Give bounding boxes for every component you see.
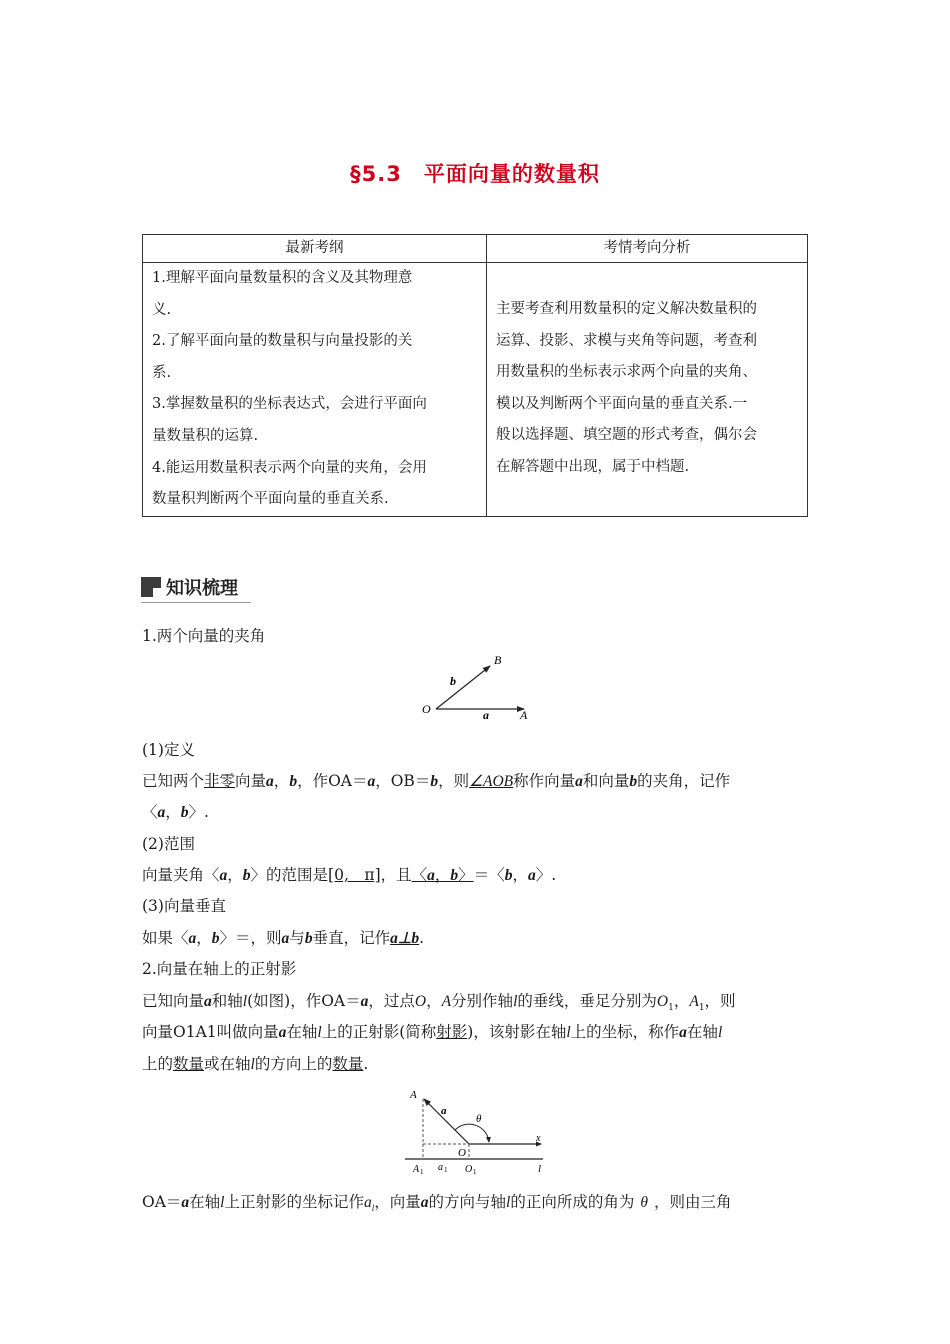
projection-line-2 xyxy=(142,1020,722,1042)
syllabus-line: 2.了解平面向量的数量积与向量投影的关 xyxy=(152,333,413,350)
text: . xyxy=(363,1055,369,1073)
text: OA＝ xyxy=(142,1193,182,1211)
blank-answer: 数量 xyxy=(173,1055,205,1073)
text: ， xyxy=(673,992,690,1010)
text: ， xyxy=(512,866,528,884)
var-a: a xyxy=(364,1194,372,1211)
text: (如图)，作OA＝ xyxy=(247,992,361,1010)
text: 〈 xyxy=(411,866,428,884)
text: 上的 xyxy=(142,1055,174,1073)
text: ， xyxy=(196,929,212,947)
point-o1-label: O xyxy=(465,1164,473,1175)
text: 的夹角，记作 xyxy=(637,772,731,790)
projection-line-1 xyxy=(142,989,736,1013)
section-title: 知识梳理 xyxy=(166,578,238,599)
var-l: l xyxy=(513,993,518,1010)
var-a: a xyxy=(575,773,583,790)
text: 〉 xyxy=(458,866,474,884)
blank-answer: ∠AOB xyxy=(469,773,514,790)
text: ， xyxy=(273,772,290,790)
range-line xyxy=(142,863,556,885)
analysis-line: 用数量积的坐标表示求两个向量的夹角、 xyxy=(496,364,757,381)
text: 如果〈 xyxy=(142,929,189,947)
var-a: a xyxy=(679,1024,687,1041)
perpendicular-heading: (3)向量垂直 xyxy=(142,897,226,915)
var-o: O xyxy=(414,993,427,1010)
vector-a-label: a xyxy=(441,1105,447,1117)
text: 的方向与轴 xyxy=(428,1193,507,1211)
var-l: l xyxy=(242,993,248,1010)
syllabus-cell xyxy=(143,263,487,517)
var-a: a xyxy=(181,1194,190,1211)
definition-line-1 xyxy=(142,769,730,791)
text: ，且 xyxy=(380,866,412,884)
range-heading: (2)范围 xyxy=(142,835,195,853)
text: 垂直，记作 xyxy=(312,929,391,947)
var-a: a xyxy=(527,867,536,884)
definition-heading: (1)定义 xyxy=(142,741,195,759)
subscript: l xyxy=(371,1203,375,1214)
axis-l-label: l xyxy=(538,1163,542,1175)
x-axis-label: x xyxy=(536,1133,541,1144)
perpendicular-line xyxy=(142,926,424,948)
text: 〉. xyxy=(535,866,557,884)
var-b: b xyxy=(242,867,251,884)
text: 的垂线，垂足分别为 xyxy=(517,992,657,1010)
page-title: §5.3 平面向量的数量积 xyxy=(350,162,600,186)
blank-answer: [0, π] xyxy=(328,866,381,884)
var-b: b xyxy=(211,930,220,947)
syllabus-line: 1.理解平面向量数量积的含义及其物理意 xyxy=(152,270,413,286)
text: 〉的范围是 xyxy=(250,866,329,884)
syllabus-line: 数量积判断两个平面向量的垂直关系. xyxy=(152,491,389,508)
a1-label: a xyxy=(438,1162,443,1173)
var-l: l xyxy=(566,1024,571,1041)
blank-answer: 非零 xyxy=(204,772,236,790)
text: 上正射影的坐标记作 xyxy=(224,1193,364,1211)
text: ＝〈 xyxy=(473,866,505,884)
syllabus-table xyxy=(142,234,808,517)
table-header-analysis: 考情考向分析 xyxy=(487,235,808,263)
var-b: b xyxy=(430,773,439,790)
var-b: b xyxy=(180,804,189,821)
text: ， xyxy=(165,803,181,821)
var-a: a xyxy=(157,804,166,821)
angle-figure xyxy=(418,650,534,724)
point-o-label: O xyxy=(422,702,431,716)
var-a-point: A xyxy=(441,993,452,1010)
text: 与 xyxy=(289,929,305,947)
point-o-label: O xyxy=(458,1147,466,1159)
analysis-cell xyxy=(487,263,808,517)
analysis-line: 在解答题中出现，属于中档题. xyxy=(496,458,690,475)
var-a: a xyxy=(219,867,228,884)
vector-a-label: a xyxy=(483,708,489,722)
var-a: a xyxy=(427,867,435,884)
blank-answer: a⊥b xyxy=(390,930,420,947)
var-l: l xyxy=(220,1194,225,1211)
syllabus-line: 义. xyxy=(152,301,172,318)
text: 〉＝，则 xyxy=(219,929,282,947)
point-a-label: A xyxy=(520,708,528,722)
blank-answer: 数量 xyxy=(332,1055,364,1073)
text: 和轴 xyxy=(211,992,243,1010)
text: 向量夹角〈 xyxy=(142,866,220,884)
syllabus-line: 系. xyxy=(152,364,172,381)
var-b: b xyxy=(304,930,313,947)
var-b: b xyxy=(629,773,638,790)
var-b: b xyxy=(504,867,513,884)
text: 分别作轴 xyxy=(451,992,514,1010)
analysis-line: 运算、投影、求模与夹角等问题，考查利 xyxy=(496,332,757,349)
text: . xyxy=(419,929,425,947)
analysis-line: 般以选择题、填空题的形式考查，偶尔会 xyxy=(496,427,757,444)
text: ，则 xyxy=(438,772,470,790)
text: ，则 xyxy=(704,992,736,1010)
blank-answer xyxy=(412,866,474,884)
text: ，过点 xyxy=(368,992,415,1010)
text: ，OB＝ xyxy=(375,772,431,790)
text: 在轴 xyxy=(189,1193,221,1211)
text: 上的正射影(简称 xyxy=(321,1023,437,1041)
subheading-projection: 2.向量在轴上的正射影 xyxy=(142,960,297,978)
text: ， xyxy=(227,866,243,884)
var-a: a xyxy=(204,993,212,1010)
text: ， xyxy=(426,992,442,1010)
text: 的方向上的 xyxy=(254,1055,333,1073)
var-b: b xyxy=(450,867,459,884)
syllabus-line: 3.掌握数量积的坐标表达式，会进行平面向 xyxy=(152,396,427,413)
text: ，作OA＝ xyxy=(297,772,368,790)
text: 在轴 xyxy=(686,1023,718,1041)
point-a-label: A xyxy=(410,1089,417,1101)
var-a1: A xyxy=(689,993,699,1010)
analysis-line: 模以及判断两个平面向量的垂直关系.一 xyxy=(496,395,748,412)
var-o1: O xyxy=(656,993,669,1010)
var-a: a xyxy=(420,1194,429,1211)
var-a: a xyxy=(360,993,369,1010)
point-a1-label: A xyxy=(413,1164,420,1175)
analysis-line: 主要考查利用数量积的定义解决数量积的 xyxy=(496,301,757,317)
section-marker-icon xyxy=(141,577,161,597)
theta-label: θ xyxy=(476,1113,482,1125)
point-o1-subscript: 1 xyxy=(473,1168,477,1176)
var-l: l xyxy=(506,1194,511,1211)
var-a: a xyxy=(281,930,290,947)
point-b-label: B xyxy=(494,653,502,667)
var-a: a xyxy=(367,773,376,790)
syllabus-line: 4.能运用数量积表示两个向量的夹角，会用 xyxy=(152,459,427,476)
var-l: l xyxy=(717,1024,723,1041)
text: 或在轴 xyxy=(204,1055,251,1073)
var-b: b xyxy=(289,773,298,790)
blank-answer: 射影 xyxy=(436,1023,468,1041)
text: 已知向量 xyxy=(142,992,205,1010)
section-header xyxy=(141,574,251,603)
text: 已知两个 xyxy=(142,772,205,790)
var-l: l xyxy=(317,1024,322,1041)
subscript: 1 xyxy=(698,1003,705,1014)
text: ， xyxy=(434,866,451,884)
text: 向量O1A1叫做向量 xyxy=(142,1023,279,1041)
text: 上的坐标，称作 xyxy=(570,1023,680,1041)
text: 在轴 xyxy=(286,1023,318,1041)
text: 向量 xyxy=(235,772,267,790)
text: )，该射影在轴 xyxy=(467,1023,567,1041)
var-theta: θ xyxy=(640,1194,648,1211)
vector-b-label: b xyxy=(450,674,456,688)
a1-subscript: 1 xyxy=(444,1166,448,1174)
subscript: 1 xyxy=(668,1003,674,1014)
projection-line-3 xyxy=(142,1052,368,1074)
angle-theta-arc xyxy=(455,1124,489,1142)
syllabus-line: 量数量积的运算. xyxy=(152,427,259,444)
table-header-syllabus: 最新考纲 xyxy=(143,235,487,263)
text: 〉. xyxy=(188,803,209,821)
text: 的正向所成的角为 xyxy=(510,1193,635,1211)
subheading-angle: 1.两个向量的夹角 xyxy=(142,627,266,645)
text: 和向量 xyxy=(582,772,630,790)
text: 称作向量 xyxy=(513,772,576,790)
projection-figure xyxy=(403,1084,549,1178)
var-a: a xyxy=(188,930,197,947)
text: ，向量 xyxy=(374,1193,421,1211)
point-a1-subscript: 1 xyxy=(420,1168,424,1176)
var-a: a xyxy=(266,773,274,790)
vector-b-arrow xyxy=(436,666,490,709)
text: ，则由三角 xyxy=(654,1193,732,1211)
text: 〈 xyxy=(142,803,158,821)
var-a: a xyxy=(278,1024,287,1041)
definition-line-2 xyxy=(142,800,209,822)
projection-line-4 xyxy=(142,1190,732,1213)
vector-oa-arrow xyxy=(424,1099,469,1144)
var-l: l xyxy=(250,1056,255,1073)
